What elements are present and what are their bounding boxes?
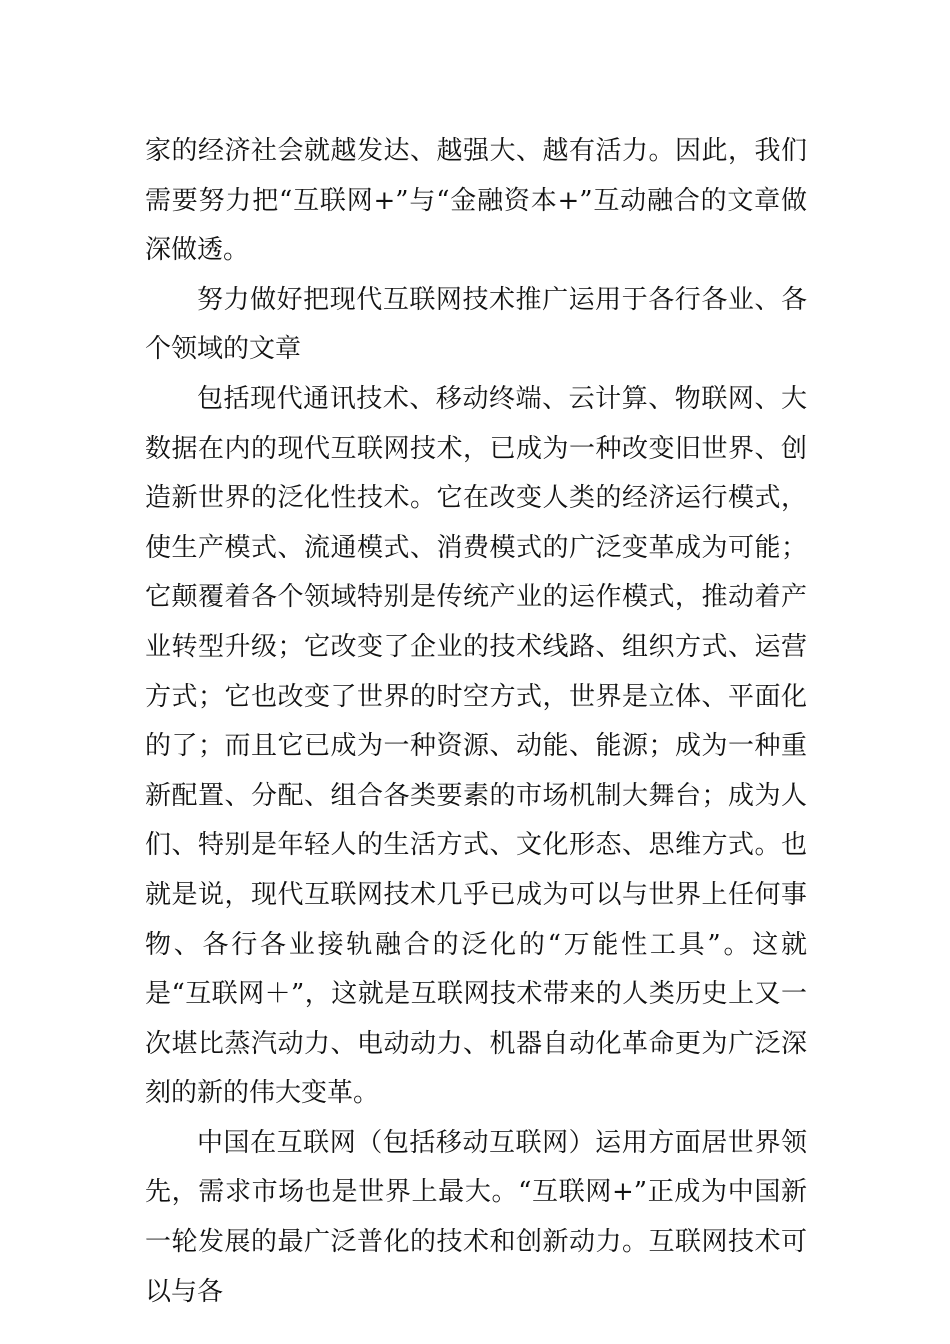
paragraph-china-internet: 中国在互联网（包括移动互联网）运用方面居世界领先，需求市场也是世界上最大。“互联网+”正成为中国新一轮发展的最广泛普化的技术和创新动力。互联网技术可以与各 bbox=[145, 1127, 807, 1307]
section-heading: 努力做好把现代互联网技术推广运用于各行各业、各个领域的文章 bbox=[145, 284, 807, 365]
paragraph-internet-technology: 包括现代通讯技术、移动终端、云计算、物联网、大数据在内的现代互联网技术，已成为一种改变旧世界、创造新世界的泛化性技术。它在改变人类的经济运行模式，使生产模式、流通模式、消费模式的广泛变革成为可能；它颠覆着各个领域特别是传统产业的运作模式，推动着产业转型升级；它改变了企业的技术线路、组织方式、运营方式；它也改变了世界的时空方式，世界是立体、平面化的了；而且它已成为一种资源、动能、能源；成为一种重新配置、分配、组合各类要素的市场机制大舞台；成为人们、特别是年轻人的生活方式、文化形态、思维方式。也就是说，现代互联网技术几乎已成为可以与世界上任何事物、各行各业接轨融合的泛化的“万能性工具”。这就是“互联网＋”，这就是互联网技术带来的人类历史上又一次堪比蒸汽动力、电动动力、机器自动化革命更为广泛深刻的新的伟大变革。 bbox=[145, 383, 807, 1109]
paragraph-continuation: 家的经济社会就越发达、越强大、越有活力。因此，我们需要努力把“互联网+”与“金融资本+”互动融合的文章做深做透。 bbox=[145, 136, 807, 266]
document-body bbox=[145, 127, 807, 1317]
